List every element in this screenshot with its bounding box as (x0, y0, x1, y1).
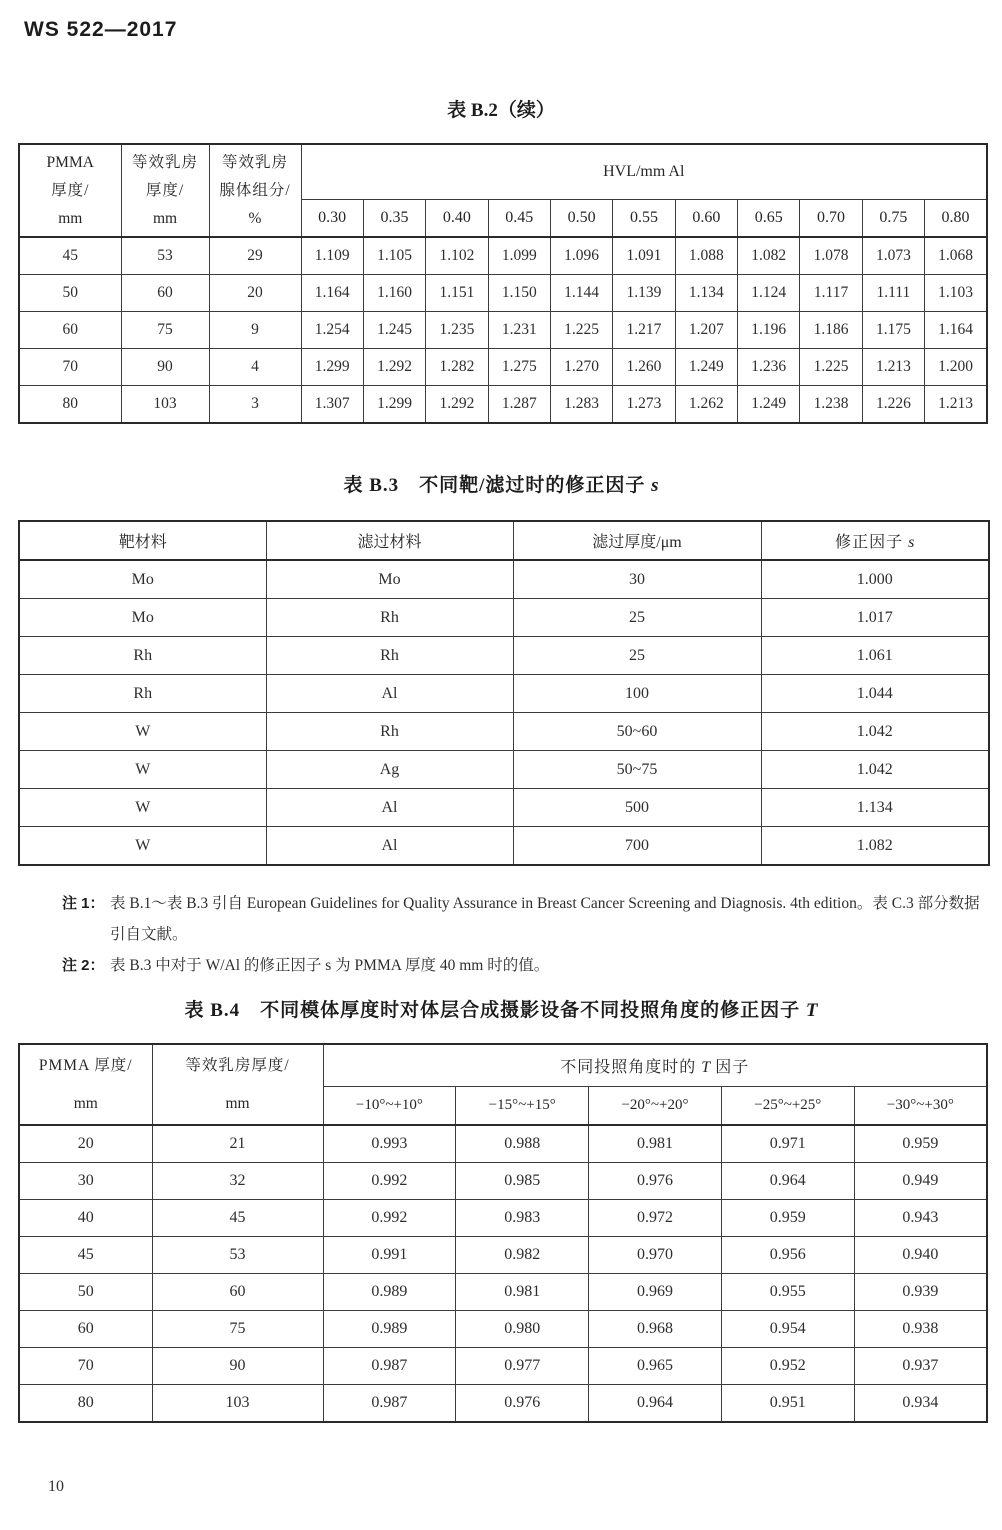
table-cell: 25 (513, 599, 761, 637)
table-cell: 0.969 (589, 1274, 722, 1311)
table-b4-header (19, 1044, 987, 1125)
table-cell: 1.111 (862, 275, 924, 312)
table-cell: 1.088 (675, 237, 737, 275)
table-row (19, 275, 987, 312)
table-cell: Rh (19, 675, 266, 713)
table-cell: 1.217 (613, 312, 675, 349)
table-cell: 30 (19, 1163, 152, 1200)
table-row (19, 1348, 987, 1385)
table-cell: W (19, 789, 266, 827)
column-header: 0.60 (675, 200, 737, 238)
table-cell: 1.175 (862, 312, 924, 349)
table-b2 (18, 143, 988, 424)
header-line: 厚度/ (51, 181, 90, 199)
table-b2-title: 表 B.2（续） (447, 100, 555, 121)
header-symbol: s (908, 534, 915, 551)
notes-block (62, 888, 988, 981)
table-row (19, 1163, 987, 1200)
table-cell: 0.943 (854, 1200, 987, 1237)
table-cell: 45 (19, 1237, 152, 1274)
table-cell: 90 (152, 1348, 323, 1385)
table-cell: 30 (513, 560, 761, 599)
column-header (19, 1044, 152, 1125)
table-cell: 0.959 (721, 1200, 854, 1237)
table-cell: 20 (19, 1125, 152, 1163)
column-header: −15°~+15° (456, 1087, 589, 1126)
table-cell: 1.292 (363, 349, 425, 386)
table-row (19, 237, 987, 275)
table-cell: 70 (19, 1348, 152, 1385)
table-cell: 50 (19, 275, 121, 312)
note-1-text: 表 B.1～表 B.3 引自 European Guidelines for Quality Assurance in Breast Cancer Screening and Diagnosis. 4th edition。表 C.3 部分数据引自文献。 (110, 895, 980, 943)
table-cell: Al (266, 789, 513, 827)
table-cell: 100 (513, 675, 761, 713)
table-cell: 0.955 (721, 1274, 854, 1311)
column-header: 靶材料 (19, 521, 266, 560)
table-cell: 1.078 (800, 237, 862, 275)
column-header: 0.35 (363, 200, 425, 238)
table-row (19, 560, 989, 599)
table-cell: 75 (152, 1311, 323, 1348)
table-cell: 0.971 (721, 1125, 854, 1163)
table-cell: 1.260 (613, 349, 675, 386)
table-cell: 1.103 (925, 275, 987, 312)
table-cell: 0.972 (589, 1200, 722, 1237)
table-cell: 0.939 (854, 1274, 987, 1311)
table-cell: 0.976 (456, 1385, 589, 1423)
column-header: −25°~+25° (721, 1087, 854, 1126)
header-line: PMMA 厚度/ (38, 1056, 133, 1074)
table-cell: 1.042 (761, 751, 989, 789)
table-cell: 0.981 (589, 1125, 722, 1163)
table-cell: 45 (19, 237, 121, 275)
table-cell: 45 (152, 1200, 323, 1237)
table-cell: 1.042 (761, 713, 989, 751)
table-cell: 0.982 (456, 1237, 589, 1274)
header-line: mm (58, 209, 83, 227)
table-cell: 0.988 (456, 1125, 589, 1163)
table-cell: 3 (209, 386, 301, 424)
table-cell: 1.061 (761, 637, 989, 675)
table-cell: 1.231 (488, 312, 550, 349)
table-cell: 1.225 (550, 312, 612, 349)
table-cell: 0.983 (456, 1200, 589, 1237)
table-cell: 1.287 (488, 386, 550, 424)
table-cell: 0.940 (854, 1237, 987, 1274)
table-cell: 1.196 (738, 312, 800, 349)
table-cell: 0.992 (323, 1200, 456, 1237)
column-header: 0.55 (613, 200, 675, 238)
table-cell: 0.959 (854, 1125, 987, 1163)
table-cell: 1.235 (426, 312, 488, 349)
table-cell: 20 (209, 275, 301, 312)
table-row (19, 827, 989, 866)
table-row (19, 312, 987, 349)
table-cell: 1.213 (862, 349, 924, 386)
page-number: 10 (48, 1478, 64, 1495)
table-row (19, 789, 989, 827)
table-cell: 1.245 (363, 312, 425, 349)
table-cell: 80 (19, 1385, 152, 1423)
column-header: −20°~+20° (589, 1087, 722, 1126)
table-cell: 0.976 (589, 1163, 722, 1200)
table-cell: 1.270 (550, 349, 612, 386)
table-cell: 1.225 (800, 349, 862, 386)
table-b3-body (19, 560, 989, 865)
table-cell: 53 (121, 237, 209, 275)
title-symbol: T (805, 1000, 818, 1021)
table-cell: 50~60 (513, 713, 761, 751)
title-symbol: s (651, 475, 659, 496)
table-row (19, 1200, 987, 1237)
table-cell: 0.987 (323, 1385, 456, 1423)
table-cell: 1.134 (761, 789, 989, 827)
table-cell: 500 (513, 789, 761, 827)
table-cell: 1.139 (613, 275, 675, 312)
table-row (19, 599, 989, 637)
note-2-text: 表 B.3 中对于 W/Al 的修正因子 s 为 PMMA 厚度 40 mm 时的值。 (110, 957, 550, 974)
table-cell: 0.991 (323, 1237, 456, 1274)
table-cell: 1.236 (738, 349, 800, 386)
table-cell: 0.964 (721, 1163, 854, 1200)
table-cell: 21 (152, 1125, 323, 1163)
table-cell: 1.082 (761, 827, 989, 866)
table-cell: 0.965 (589, 1348, 722, 1385)
standard-number: WS 522—2017 (24, 18, 178, 41)
table-cell: 0.949 (854, 1163, 987, 1200)
table-cell: Rh (266, 599, 513, 637)
table-cell: 1.082 (738, 237, 800, 275)
table-cell: 1.017 (761, 599, 989, 637)
table-cell: 1.207 (675, 312, 737, 349)
table-cell: 0.956 (721, 1237, 854, 1274)
header-line: mm (73, 1094, 98, 1112)
column-header: 滤过厚度/μm (513, 521, 761, 560)
table-b4-body (19, 1125, 987, 1422)
table-cell: Ag (266, 751, 513, 789)
table-cell: 50 (19, 1274, 152, 1311)
table-cell: 103 (152, 1385, 323, 1423)
table-cell: 1.073 (862, 237, 924, 275)
table-cell: 1.200 (925, 349, 987, 386)
table-cell: Mo (19, 599, 266, 637)
table-cell: 1.096 (550, 237, 612, 275)
note-2-label: 注 2： (62, 957, 105, 974)
table-cell: Mo (266, 560, 513, 599)
column-header: 滤过材料 (266, 521, 513, 560)
column-header: −30°~+30° (854, 1087, 987, 1126)
header-line: % (248, 209, 262, 227)
table-cell: 53 (152, 1237, 323, 1274)
header-line: 厚度/ (145, 181, 185, 199)
table-cell: 1.164 (301, 275, 363, 312)
table-b3-header (19, 521, 989, 560)
table-cell: 1.307 (301, 386, 363, 424)
table-cell: 0.977 (456, 1348, 589, 1385)
column-header: 0.30 (301, 200, 363, 238)
table-cell: 1.186 (800, 312, 862, 349)
table-cell: 9 (209, 312, 301, 349)
table-cell: 1.275 (488, 349, 550, 386)
table-cell: 29 (209, 237, 301, 275)
table-cell: 60 (152, 1274, 323, 1311)
column-header-hvl: HVL/mm Al (301, 144, 987, 200)
table-cell: 1.134 (675, 275, 737, 312)
table-cell: 50~75 (513, 751, 761, 789)
table-cell: 1.109 (301, 237, 363, 275)
table-cell: 0.987 (323, 1348, 456, 1385)
table-b3 (18, 520, 990, 866)
table-cell: Al (266, 827, 513, 866)
table-cell: W (19, 713, 266, 751)
column-header: 0.75 (862, 200, 924, 238)
header-line: mm (152, 209, 178, 227)
table-cell: 60 (19, 312, 121, 349)
table-cell: 1.226 (862, 386, 924, 424)
table-cell: 0.968 (589, 1311, 722, 1348)
table-cell: 75 (121, 312, 209, 349)
table-row (19, 349, 987, 386)
table-cell: 1.238 (800, 386, 862, 424)
note-2 (62, 950, 988, 981)
table-cell: 4 (209, 349, 301, 386)
header-text: 不同投照角度时的 (560, 1059, 702, 1076)
header-line: 等效乳房 (131, 153, 198, 171)
table-cell: 0.954 (721, 1311, 854, 1348)
table-cell: 0.937 (854, 1348, 987, 1385)
column-header: 0.70 (800, 200, 862, 238)
table-cell: Mo (19, 560, 266, 599)
table-cell: 1.144 (550, 275, 612, 312)
table-cell: 0.993 (323, 1125, 456, 1163)
table-cell: 0.964 (589, 1385, 722, 1423)
table-cell: 25 (513, 637, 761, 675)
table-row (19, 713, 989, 751)
header-line: 等效乳房 (221, 153, 288, 171)
table-b3-title (0, 470, 1002, 497)
table-cell: 1.117 (800, 275, 862, 312)
table-cell: 0.951 (721, 1385, 854, 1423)
column-header (121, 144, 209, 237)
table-cell: Al (266, 675, 513, 713)
table-cell: 1.091 (613, 237, 675, 275)
note-1-label: 注 1： (62, 895, 105, 912)
note-1 (62, 888, 988, 950)
table-cell: 1.164 (925, 312, 987, 349)
column-header-t-factor (323, 1044, 987, 1087)
table-cell: 1.124 (738, 275, 800, 312)
table-row (19, 1385, 987, 1423)
table-cell: 70 (19, 349, 121, 386)
title-text: 表 B.4 不同模体厚度时对体层合成摄影设备不同投照角度的修正因子 (184, 1000, 806, 1021)
table-cell: 1.151 (426, 275, 488, 312)
table-cell: 80 (19, 386, 121, 424)
table-row (19, 751, 989, 789)
table-cell: 1.273 (613, 386, 675, 424)
table-b2-header (19, 144, 987, 237)
table-cell: 1.249 (738, 386, 800, 424)
header-line: 等效乳房厚度/ (185, 1056, 290, 1074)
table-cell: 1.068 (925, 237, 987, 275)
column-header (761, 521, 989, 560)
table-cell: 0.981 (456, 1274, 589, 1311)
table-cell: 60 (121, 275, 209, 312)
table-cell: Rh (266, 637, 513, 675)
table-cell: 90 (121, 349, 209, 386)
table-cell: 1.299 (301, 349, 363, 386)
table-cell: 0.992 (323, 1163, 456, 1200)
table-b4-title (0, 995, 1002, 1022)
table-cell: 40 (19, 1200, 152, 1237)
table-cell: 0.938 (854, 1311, 987, 1348)
table-row (19, 637, 989, 675)
column-header (209, 144, 301, 237)
column-header: 0.80 (925, 200, 987, 238)
table-row (19, 386, 987, 424)
table-cell: 0.985 (456, 1163, 589, 1200)
header-line: PMMA (46, 153, 94, 171)
header-text: 因子 (710, 1059, 750, 1076)
table-cell: 1.000 (761, 560, 989, 599)
table-cell: 1.105 (363, 237, 425, 275)
table-cell: 1.292 (426, 386, 488, 424)
table-cell: 103 (121, 386, 209, 424)
table-cell: 1.150 (488, 275, 550, 312)
table-cell: 1.262 (675, 386, 737, 424)
table-cell: 700 (513, 827, 761, 866)
title-text: 表 B.3 不同靶/滤过时的修正因子 (343, 475, 652, 496)
table-cell: 1.044 (761, 675, 989, 713)
table-cell: 0.952 (721, 1348, 854, 1385)
column-header: −10°~+10° (323, 1087, 456, 1126)
table-cell: Rh (266, 713, 513, 751)
table-row (19, 1237, 987, 1274)
table-row (19, 1125, 987, 1163)
table-cell: 0.980 (456, 1311, 589, 1348)
column-header: 0.65 (738, 200, 800, 238)
table-cell: Rh (19, 637, 266, 675)
table-cell: 1.249 (675, 349, 737, 386)
table-cell: W (19, 827, 266, 866)
table-cell: 1.254 (301, 312, 363, 349)
table-b4 (18, 1043, 988, 1423)
table-cell: W (19, 751, 266, 789)
table-cell: 32 (152, 1163, 323, 1200)
table-cell: 1.283 (550, 386, 612, 424)
header-line: 腺体组分/ (219, 181, 291, 199)
table-cell: 0.934 (854, 1385, 987, 1423)
table-cell: 1.160 (363, 275, 425, 312)
table-row (19, 1274, 987, 1311)
column-header (19, 144, 121, 237)
header-line: mm (225, 1094, 250, 1112)
table-cell: 1.299 (363, 386, 425, 424)
header-symbol: T (701, 1059, 711, 1076)
table-cell: 1.282 (426, 349, 488, 386)
table-cell: 1.102 (426, 237, 488, 275)
column-header: 0.40 (426, 200, 488, 238)
table-cell: 1.099 (488, 237, 550, 275)
table-cell: 0.970 (589, 1237, 722, 1274)
table-cell: 60 (19, 1311, 152, 1348)
table-cell: 0.989 (323, 1274, 456, 1311)
table-row (19, 675, 989, 713)
header-text: 修正因子 (835, 534, 909, 551)
column-header: 0.45 (488, 200, 550, 238)
column-header: 0.50 (550, 200, 612, 238)
column-header (152, 1044, 323, 1125)
table-row (19, 1311, 987, 1348)
table-cell: 1.213 (925, 386, 987, 424)
table-b2-body (19, 237, 987, 423)
table-cell: 0.989 (323, 1311, 456, 1348)
